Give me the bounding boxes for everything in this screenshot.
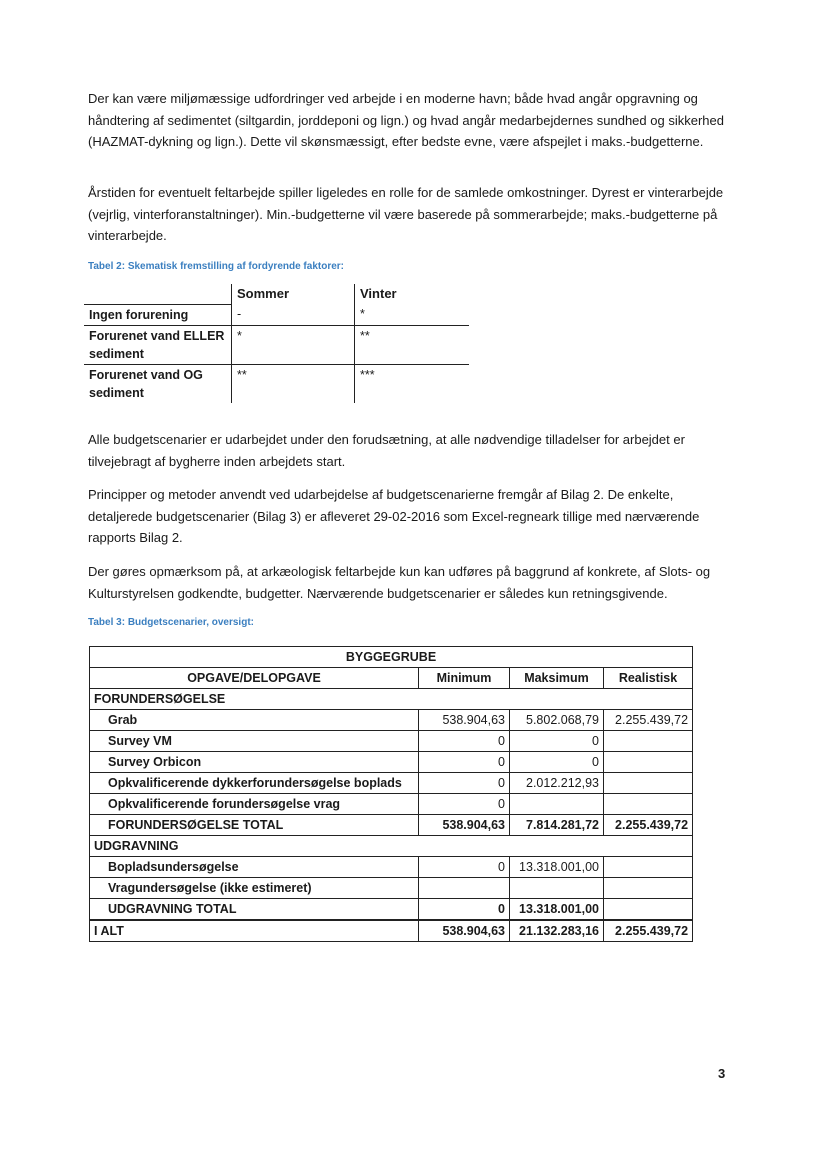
paragraph-season: Årstiden for eventuelt feltarbejde spiller ligeledes en rolle for de samlede omkostninger. Dyrest er vinterarbejde (vejrlig, vinterforanstaltninger). Min.-budgetterne vil være baserede på sommerarbejde; maks.-budgetterne på vinterarbejde. — [88, 185, 724, 243]
table-row: Grab 538.904,63 5.802.068,79 2.255.439,72 — [90, 710, 693, 731]
table-row-grand-total: I ALT 538.904,63 21.132.283,16 2.255.439,72 — [90, 920, 693, 942]
table3-section-udgravning: UDGRAVNING — [90, 836, 693, 857]
table-factors — [84, 284, 469, 403]
table-row: Opkvalificerende forundersøgelse vrag 0 — [90, 794, 693, 815]
table2-corner — [84, 284, 232, 304]
paragraph-notice: Der gøres opmærksom på, at arkæologisk feltarbejde kun kan udføres på baggrund af konkrete, af Slots- og Kulturstyrelsen godkendte, budgetter. Nærværende budgetscenarier er således kun retningsgivende. — [88, 564, 711, 601]
table-row: Bopladsundersøgelse 0 13.318.001,00 — [90, 857, 693, 878]
table2-header-sommer: Sommer — [232, 284, 355, 304]
table2-header-vinter: Vinter — [355, 284, 470, 304]
table-row-total: UDGRAVNING TOTAL 0 13.318.001,00 — [90, 899, 693, 921]
table-row: Forurenet vand OG sediment ** *** — [84, 364, 469, 403]
table-row: Opkvalificerende dykkerforundersøgelse boplads 0 2.012.212,93 — [90, 773, 693, 794]
table3-header-max: Maksimum — [510, 668, 604, 689]
table-row: Survey Orbicon 0 0 — [90, 752, 693, 773]
table-row-total: FORUNDERSØGELSE TOTAL 538.904,63 7.814.281,72 2.255.439,72 — [90, 815, 693, 836]
table-row: Forurenet vand ELLER sediment * ** — [84, 325, 469, 364]
table-row: Ingen forurening - * — [84, 304, 469, 325]
page-number: 3 — [718, 1066, 726, 1081]
table-budget — [89, 646, 693, 942]
paragraph-principles: Principper og metoder anvendt ved udarbejdelse af budgetscenarierne fremgår af Bilag 2. De enkelte, detaljerede budgetscenarier (Bilag 3) er afleveret 29-02-2016 som Excel-regneark tillige med nærværende rapports Bilag 2. — [88, 487, 700, 545]
table-row: Survey VM 0 0 — [90, 731, 693, 752]
table3-banner: BYGGEGRUBE — [90, 647, 693, 668]
paragraph-permits: Alle budgetscenarier er udarbejdet under den forudsætning, at alle nødvendige tilladelser for arbejdet er tilvejebragt af bygherre inden arbejdets start. — [88, 432, 685, 469]
table3-header-task: OPGAVE/DELOPGAVE — [90, 668, 419, 689]
paragraph-environment: Der kan være miljømæssige udfordringer ved arbejde i en moderne havn; både hvad angår opgravning og håndtering af sedimentet (siltgardin, jorddeponi og lign.) og hvad angår medarbejdernes sundhed og sikkerhed (HAZMAT-dykning og lign.). Dette vil skønsmæssigt, efter bedste evne, være afspejlet i maks.-budgetterne. — [88, 91, 724, 149]
table-row: Vragundersøgelse (ikke estimeret) — [90, 878, 693, 899]
table3-section-forundersoegelse: FORUNDERSØGELSE — [90, 689, 693, 710]
table2-caption: Tabel 2: Skematisk fremstilling af fordyrende faktorer: — [88, 261, 345, 272]
table3-header-real: Realistisk — [604, 668, 693, 689]
table3-header-min: Minimum — [419, 668, 510, 689]
table3-caption: Tabel 3: Budgetscenarier, oversigt: — [88, 617, 254, 628]
